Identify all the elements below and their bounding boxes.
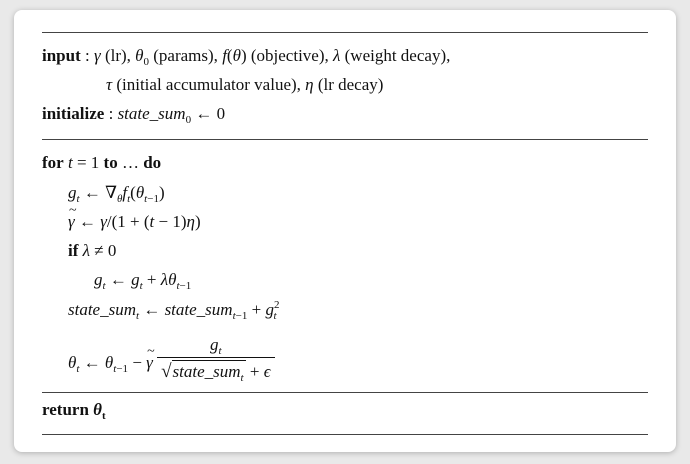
update-fraction: $\frac{g_t}{√state\_sum_t + \epsilon}$ [157, 334, 274, 383]
if-keyword: if [68, 241, 79, 260]
lr-decay-step: ~ γ ← γ/(1 + (t − 1)η) [68, 212, 201, 232]
bottom-rule [42, 434, 648, 435]
initialize-keyword: initialize [42, 104, 105, 123]
for-line: for t = 1 to … do [42, 153, 162, 172]
state-sum-step: state_sum$_t$ ← state_sum$_{t-1}$ + $g^2_t$ [68, 299, 280, 322]
weight-decay-step: $g_t$ ← $g_t + \lambda\theta_{t-1}$ [94, 270, 192, 292]
input-keyword: input [42, 46, 81, 65]
middle-rule-2 [42, 392, 648, 393]
middle-rule-1 [42, 139, 648, 140]
for-keyword: for [42, 153, 64, 172]
to-keyword: to [103, 153, 118, 172]
top-rule [42, 32, 648, 33]
input-params-1: : γ (lr), $\theta_0$ (params), f(θ) (objective), λ (weight decay), [85, 46, 451, 68]
gradient-step: $g_t$ ← $\nabla_\theta f_t(\theta_{t-1})$ [68, 183, 165, 205]
initialize-line: initialize : state_sum$_0$ ← 0 [42, 104, 226, 126]
param-update-step: $\theta_t$ ← $\theta_{t-1}$ − ~ γ $\frac{g_t}{√state\_sum_t + \epsilon}$ [68, 330, 275, 379]
do-keyword: do [143, 153, 162, 172]
input-line-1 [42, 46, 450, 66]
return-line: return $\theta_t$ [42, 400, 106, 422]
return-keyword: return [42, 400, 89, 419]
input-line-2: τ (initial accumulator value), η (lr decay) [106, 75, 384, 94]
if-line: if λ ≠ 0 [68, 241, 117, 260]
algorithm-card [14, 10, 676, 452]
